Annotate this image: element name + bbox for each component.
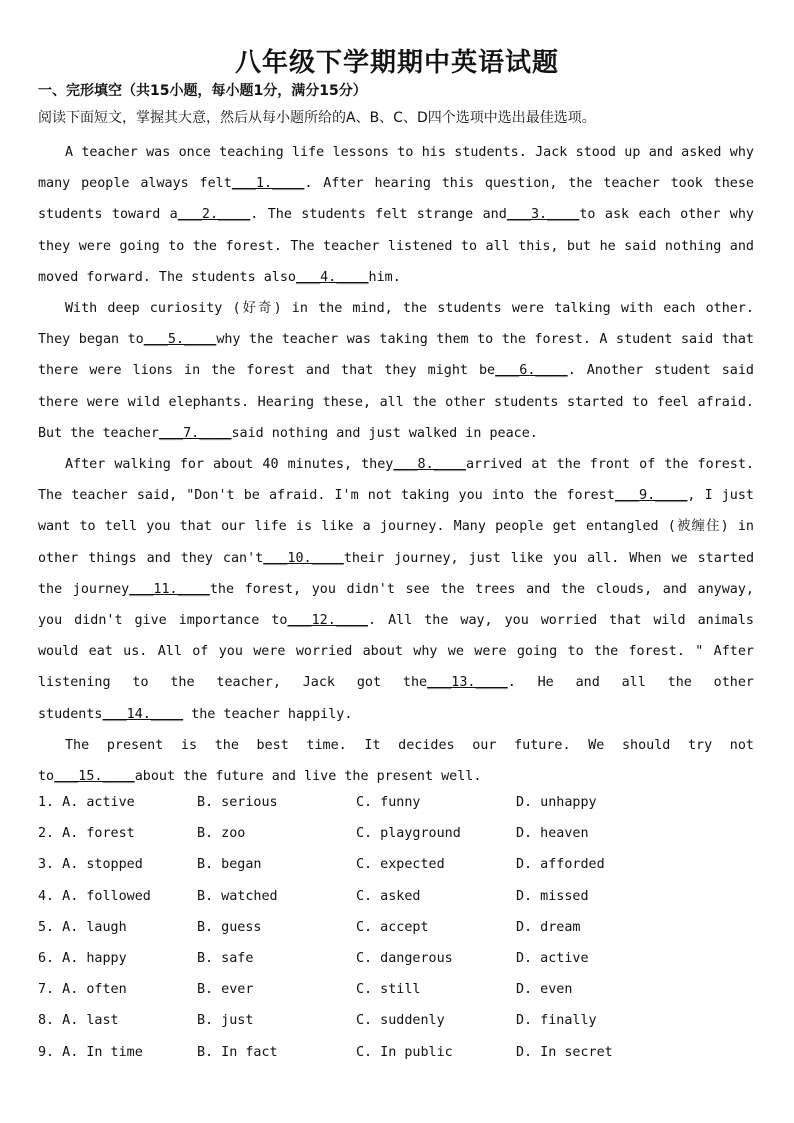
option-choice: B. safe (197, 950, 254, 966)
option-row (38, 1009, 758, 1040)
passage-text: . After hearing this question, the teacher took these students toward a (38, 176, 754, 223)
option-row (38, 885, 758, 916)
option-choice: 5. A. laugh (38, 919, 127, 935)
passage-text: the forest, you didn't see the trees and the clouds, and anyway, you didn't give importance to (38, 581, 754, 629)
cloze-blank: ___10.____ (263, 550, 344, 566)
passage-text: , I just want to tell you that our life is like a journey. Many people get entangled (被缠住) in other things and they can't (38, 488, 754, 566)
passage-text: . The students felt strange and (250, 207, 507, 223)
passage-paragraph (38, 293, 754, 449)
cloze-blank: ___3.____ (506, 207, 580, 223)
option-choice: B. just (197, 1013, 254, 1029)
cloze-blank: ___4.____ (295, 269, 369, 285)
cloze-blank: ___8.____ (393, 457, 466, 473)
option-choice: C. funny (356, 795, 421, 810)
cloze-passage (38, 137, 754, 792)
cloze-blank: ___9.____ (614, 488, 688, 504)
option-row (38, 978, 758, 1009)
passage-paragraph (38, 730, 754, 792)
passage-text: about the future and live the present well. (134, 769, 482, 785)
option-choice: B. zoo (197, 826, 246, 842)
passage-paragraph (38, 449, 754, 730)
answer-options (38, 791, 758, 1072)
option-choice: D. missed (516, 888, 589, 904)
option-choice: C. accept (356, 919, 429, 935)
option-choice: C. dangerous (356, 950, 453, 966)
option-choice: D. dream (516, 919, 581, 935)
cloze-blank: ___5.____ (143, 332, 217, 348)
option-choice: B. ever (197, 982, 254, 998)
instructions: 阅读下面短文，掌握其大意，然后从每小题所给的A、B、C、D四个选项中选出最佳选项。 (38, 110, 596, 126)
section-heading: 一、完形填空（共15小题，每小题1分，满分15分） (38, 83, 367, 99)
cloze-blank: ___11.____ (129, 581, 210, 597)
passage-text: . Another student said there were wild elephants. Hearing these, all the other students started to feel afraid. But the teacher (38, 363, 754, 441)
passage-text: the teacher happily. (183, 706, 353, 722)
option-row (38, 947, 758, 978)
option-choice: B. watched (197, 888, 278, 904)
cloze-blank: ___1.____ (231, 176, 305, 192)
option-choice: 9. A. In time (38, 1044, 143, 1060)
option-choice: D. heaven (516, 826, 589, 842)
cloze-blank: ___2.____ (177, 207, 251, 223)
cloze-blank: ___14.____ (102, 706, 184, 722)
passage-text: to ask each other why they were going to the forest. The teacher listened to all this, but he said nothing and moved forward. The students also (38, 207, 754, 285)
option-choice: 4. A. followed (38, 888, 151, 904)
passage-text: The present is the best time. It decides our future. We should try not to (38, 737, 754, 785)
option-choice: D. even (516, 982, 573, 998)
option-choice: D. afforded (516, 857, 605, 873)
option-choice: B. In fact (197, 1044, 278, 1060)
passage-text: arrived at the front of the forest. The teacher said, "Don't be afraid. I'm not taking you into the forest (38, 457, 754, 504)
option-choice: B. serious (197, 795, 278, 810)
option-choice: D. active (516, 950, 589, 966)
option-row (38, 791, 758, 822)
passage-text: him. (368, 269, 401, 285)
option-choice: C. suddenly (356, 1013, 445, 1029)
option-row (38, 1041, 758, 1072)
option-choice: C. In public (356, 1044, 453, 1060)
page-title: 八年级下学期期中英语试题 (234, 48, 559, 78)
option-row (38, 822, 758, 853)
cloze-blank: ___7.____ (158, 425, 232, 441)
option-choice: 8. A. last (38, 1013, 119, 1029)
cloze-blank: ___12.____ (287, 613, 369, 629)
passage-text: . He and all the other students (38, 675, 754, 722)
option-choice: C. playground (356, 826, 461, 842)
option-choice: C. still (356, 982, 421, 998)
option-choice: D. unhappy (516, 795, 597, 810)
cloze-blank: ___15.____ (54, 769, 135, 785)
passage-text: said nothing and just walked in peace. (231, 425, 538, 441)
passage-paragraph (38, 137, 754, 293)
option-choice: B. began (197, 857, 262, 873)
option-choice: C. asked (356, 888, 421, 904)
option-choice: D. In secret (516, 1044, 613, 1060)
option-choice: 3. A. stopped (38, 857, 143, 873)
option-choice: B. guess (197, 919, 262, 935)
cloze-blank: ___6.____ (495, 363, 568, 379)
option-choice: 2. A. forest (38, 826, 135, 842)
option-choice: 6. A. happy (38, 950, 127, 966)
option-choice: C. expected (356, 857, 445, 873)
passage-text: . All the way, you worried that wild animals would eat us. All of you were worried about why we were going to the forest. " After listening to the teacher, Jack got the (38, 613, 754, 691)
option-choice: 1. A. active (38, 795, 135, 810)
option-row (38, 853, 758, 884)
passage-text: With deep curiosity (好奇) in the mind, the students were talking with each other. They began to (38, 301, 754, 348)
passage-text: After walking for about 40 minutes, they (65, 457, 394, 473)
option-choice: D. finally (516, 1013, 597, 1029)
passage-text: A teacher was once teaching life lessons to his students. Jack stood up and asked why many people always felt (38, 145, 754, 192)
passage-text: their journey, just like you all. When we started the journey (38, 550, 755, 597)
cloze-blank: ___13.____ (427, 675, 508, 691)
option-choice: 7. A. often (38, 982, 127, 998)
passage-text: why the teacher was taking them to the forest. A student said that there were lions in the forest and that they might be (38, 332, 754, 379)
option-row (38, 916, 758, 947)
